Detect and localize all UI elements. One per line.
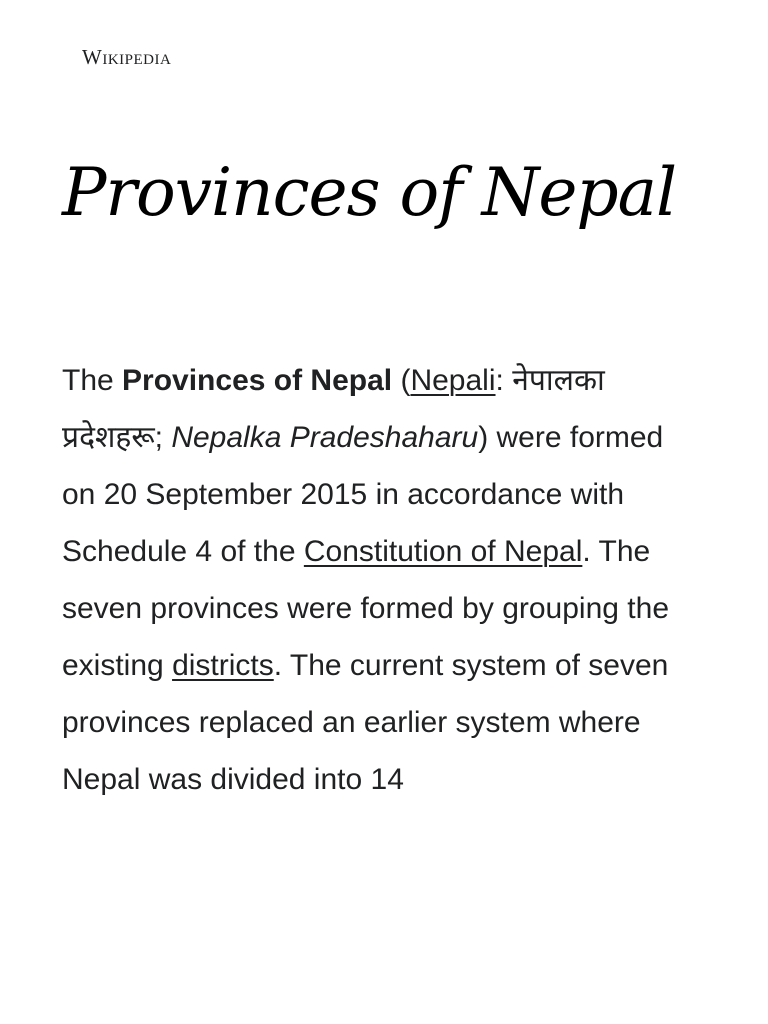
bold-term: Provinces of Nepal xyxy=(122,364,393,397)
native-name: नेपालका प्रदेशहरू xyxy=(62,364,605,454)
intro-text: ) were formed on 20 September 2015 in accordance with Schedule 4 of the xyxy=(62,421,664,568)
intro-text: . The current system of seven provinces replaced an earlier system where Nepal was divided into 14 xyxy=(62,649,669,796)
link-districts[interactable]: districts xyxy=(172,649,274,682)
intro-text: The xyxy=(62,364,123,397)
intro-text: : xyxy=(495,364,513,397)
intro-text: ( xyxy=(392,364,411,397)
intro-text: ; xyxy=(154,421,172,454)
link-constitution-of-nepal[interactable]: Constitution of Nepal xyxy=(303,535,583,568)
transliteration: Nepalka Pradeshaharu xyxy=(171,421,479,454)
page-title: Provinces of Nepal xyxy=(62,154,677,231)
intro-text: . The seven provinces were formed by grouping the existing xyxy=(62,535,670,682)
wikipedia-wordmark[interactable]: Wikipedia xyxy=(82,44,172,69)
article-intro-paragraph xyxy=(62,352,702,808)
site-header xyxy=(82,42,171,72)
link-nepali-language[interactable]: Nepali xyxy=(410,364,496,397)
